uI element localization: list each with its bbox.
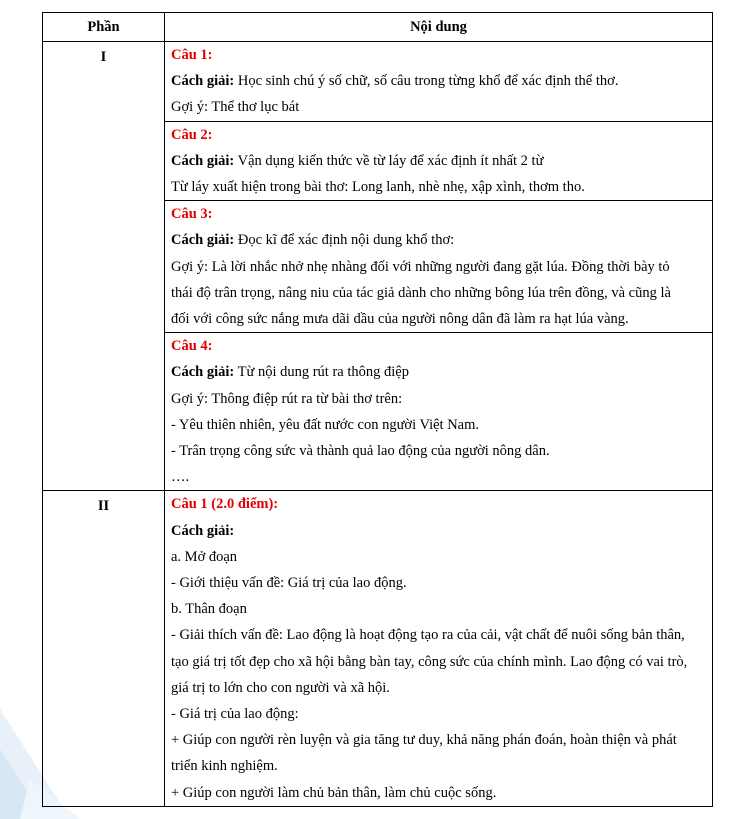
question-cell-2: [165, 121, 713, 201]
bullet-point: - Yêu thiên nhiên, yêu đất nước con người Việt Nam.: [171, 416, 480, 433]
outline-line: triển kinh nghiệm.: [171, 758, 278, 775]
outline-line: + Giúp con người làm chủ bản thân, làm chủ cuộc sống.: [171, 784, 497, 801]
header-content: Nội dung: [165, 13, 713, 42]
outline-line: - Giải thích vấn đề: Lao động là hoạt động tạo ra của cải, vật chất để nuôi sống bản thân,: [171, 627, 685, 644]
question-cell-3: [165, 201, 713, 333]
method-label: Cách giải:: [171, 152, 235, 169]
outline-line: a. Mở đoạn: [171, 548, 238, 565]
hint-text: Gợi ý: Thể thơ lục bát: [171, 99, 300, 116]
outline-line: b. Thân đoạn: [171, 601, 247, 618]
method-text: Vận dụng kiến thức về từ láy để xác định ít nhất 2 từ: [234, 152, 544, 169]
hint-text: Gợi ý: Là lời nhắc nhở nhẹ nhàng đối với những người đang gặt lúa. Đồng thời bày tỏ: [171, 258, 670, 275]
method-label: Cách giải:: [171, 364, 235, 381]
question-cell-5: [165, 491, 713, 806]
part-label-2: II: [43, 491, 165, 806]
question-title: Câu 3:: [171, 206, 213, 223]
method-label: Cách giải:: [171, 73, 235, 90]
method-text: Đọc kĩ để xác định nội dung khổ thơ:: [234, 232, 455, 249]
question-title: Câu 2:: [171, 126, 213, 143]
question-title: Câu 1 (2.0 điểm):: [171, 496, 279, 513]
outline-line: tạo giá trị tốt đẹp cho xã hội bằng bàn tay, công sức của chính mình. Lao động có vai trò,: [171, 653, 688, 670]
table-header-row: [43, 13, 713, 42]
hint-text: đối với công sức nắng mưa dãi dầu của người nông dân đã làm ra hạt lúa vàng.: [171, 311, 629, 328]
header-part: Phần: [43, 13, 165, 42]
bullet-point: - Trân trọng công sức và thành quả lao động của người nông dân.: [171, 443, 550, 460]
question-cell-4: [165, 333, 713, 491]
part-label-1: I: [43, 42, 165, 491]
question-title: Câu 4:: [171, 338, 213, 355]
method-label: Cách giải:: [171, 232, 235, 249]
method-text: Học sinh chú ý số chữ, số câu trong từng khổ để xác định thể thơ.: [234, 73, 619, 90]
outline-line: - Giới thiệu vấn đề: Giá trị của lao động.: [171, 575, 407, 592]
outline-line: giá trị to lớn cho con người và xã hội.: [171, 679, 390, 696]
ellipsis: ….: [171, 469, 190, 486]
hint-text: Từ láy xuất hiện trong bài thơ: Long lanh, nhè nhẹ, xập xình, thơm tho.: [171, 179, 585, 196]
table-row: [43, 42, 713, 122]
method-label: Cách giải:: [171, 522, 235, 539]
outline-line: + Giúp con người rèn luyện và gia tăng tư duy, khả năng phán đoán, hoàn thiện và phát: [171, 732, 677, 749]
hint-text: thái độ trân trọng, nâng niu của tác giả dành cho những bông lúa trên đồng, và cũng là: [171, 284, 671, 301]
outline-line: - Giá trị của lao động:: [171, 706, 299, 723]
hint-text: Gợi ý: Thông điệp rút ra từ bài thơ trên:: [171, 390, 403, 407]
question-title: Câu 1:: [171, 47, 213, 63]
table-row: [43, 491, 713, 806]
question-cell-1: [165, 42, 713, 122]
answer-table: [42, 12, 713, 807]
method-text: Từ nội dung rút ra thông điệp: [234, 364, 409, 381]
